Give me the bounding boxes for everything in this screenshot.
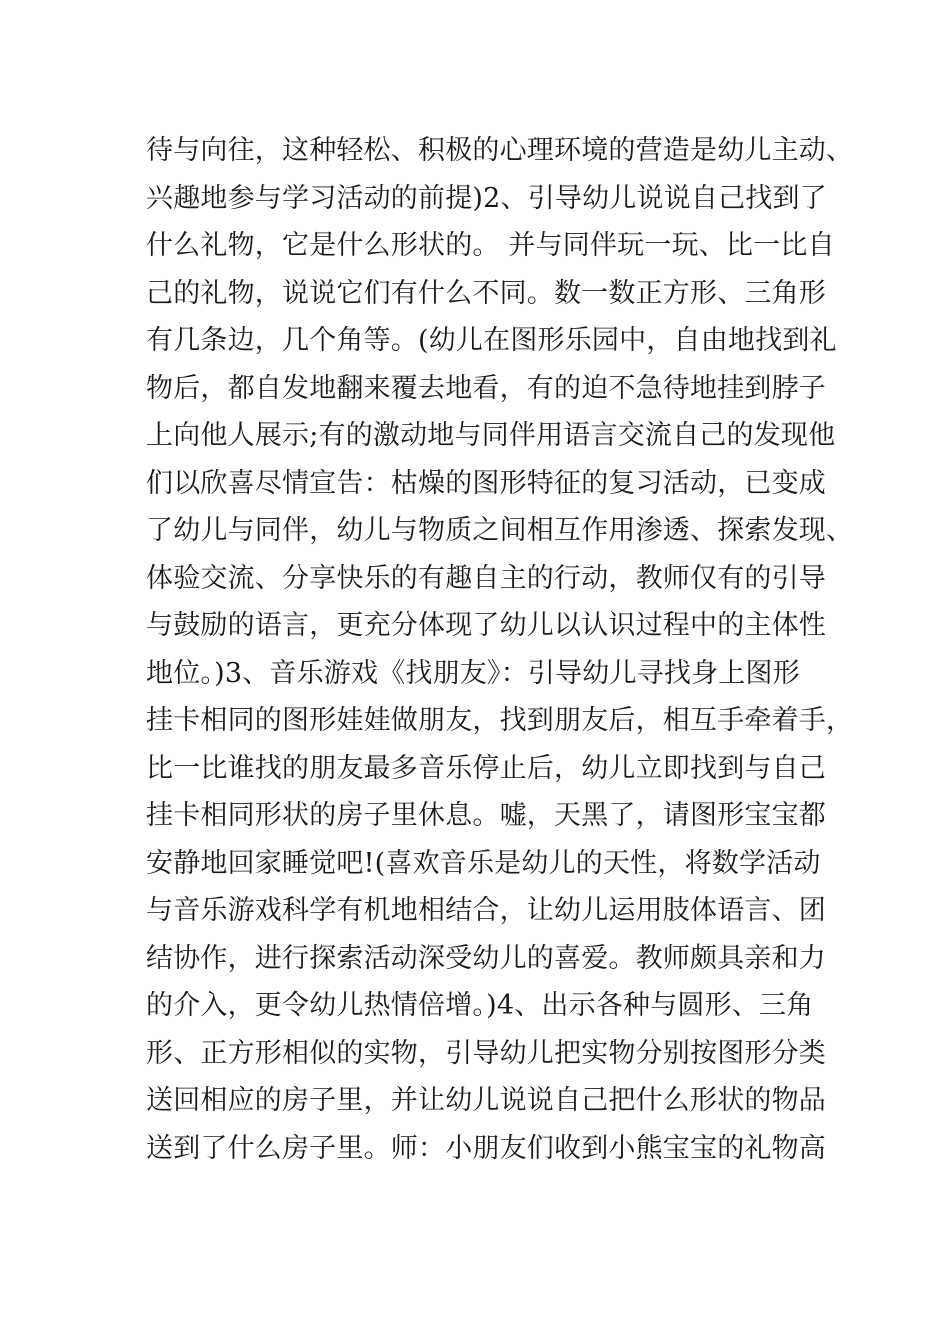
text-line: 与音乐游戏科学有机地相结合，让幼儿运用肢体语言、团 (146, 895, 826, 926)
text-line: 上向他人展示;有的激动地与同伴用语言交流自己的发现他 (146, 420, 836, 451)
text-line: 己的礼物，说说它们有什么不同。数一数正方形、三角形 (146, 277, 826, 309)
text-line: 待与向往，这种轻松、积极的心理环境的营造是幼儿主动、 (146, 135, 854, 166)
text-line: 安静地回家睡觉吧!(喜欢音乐是幼儿的天性，将数学活动 (146, 847, 821, 879)
text-line: 有几条边，几个角等。(幼儿在图形乐园中，自由地找到礼 (146, 325, 837, 356)
text-line: 地位。)3、音乐游戏《找朋友》：引导幼儿寻找身上图形 (146, 657, 800, 689)
text-line: 什么礼物，它是什么形状的。 并与同伴玩一玩、比一比自 (146, 230, 835, 261)
text-line: 们以欣喜尽情宣告：枯燥的图形特征的复习活动，已变成 (146, 467, 826, 499)
text-line: 送到了什么房子里。师：小朋友们收到小熊宝宝的礼物高 (146, 1132, 826, 1164)
text-line: 兴趣地参与学习活动的前提)2、引导幼儿说说自己找到了 (146, 182, 827, 214)
text-line: 的介入，更令幼儿热情倍增。)4、出示各种与圆形、三角 (146, 990, 814, 1021)
text-line: 体验交流、分享快乐的有趣自主的行动，教师仅有的引导 (146, 562, 826, 594)
text-line: 送回相应的房子里，并让幼儿说说自己把什么形状的物品 (146, 1085, 826, 1116)
text-line: 比一比谁找的朋友最多音乐停止后，幼儿立即找到与自己 (146, 752, 826, 784)
body-text (146, 127, 854, 1172)
text-line: 挂卡相同形状的房子里休息。嘘，天黑了，请图形宝宝都 (146, 800, 826, 831)
text-line: 挂卡相同的图形娃娃做朋友，找到朋友后，相互手牵着手， (146, 705, 854, 736)
text-line: 与鼓励的语言，更充分体现了幼儿以认识过程中的主体性 (146, 610, 826, 641)
text-line: 物后，都自发地翻来覆去地看，有的迫不急待地挂到脖子 (146, 372, 826, 404)
text-line: 形、正方形相似的实物，引导幼儿把实物分别按图形分类 (146, 1037, 826, 1069)
text-line: 结协作，进行探索活动深受幼儿的喜爱。教师颇具亲和力 (146, 942, 826, 974)
text-line: 了幼儿与同伴，幼儿与物质之间相互作用渗透、探索发现、 (146, 515, 854, 546)
